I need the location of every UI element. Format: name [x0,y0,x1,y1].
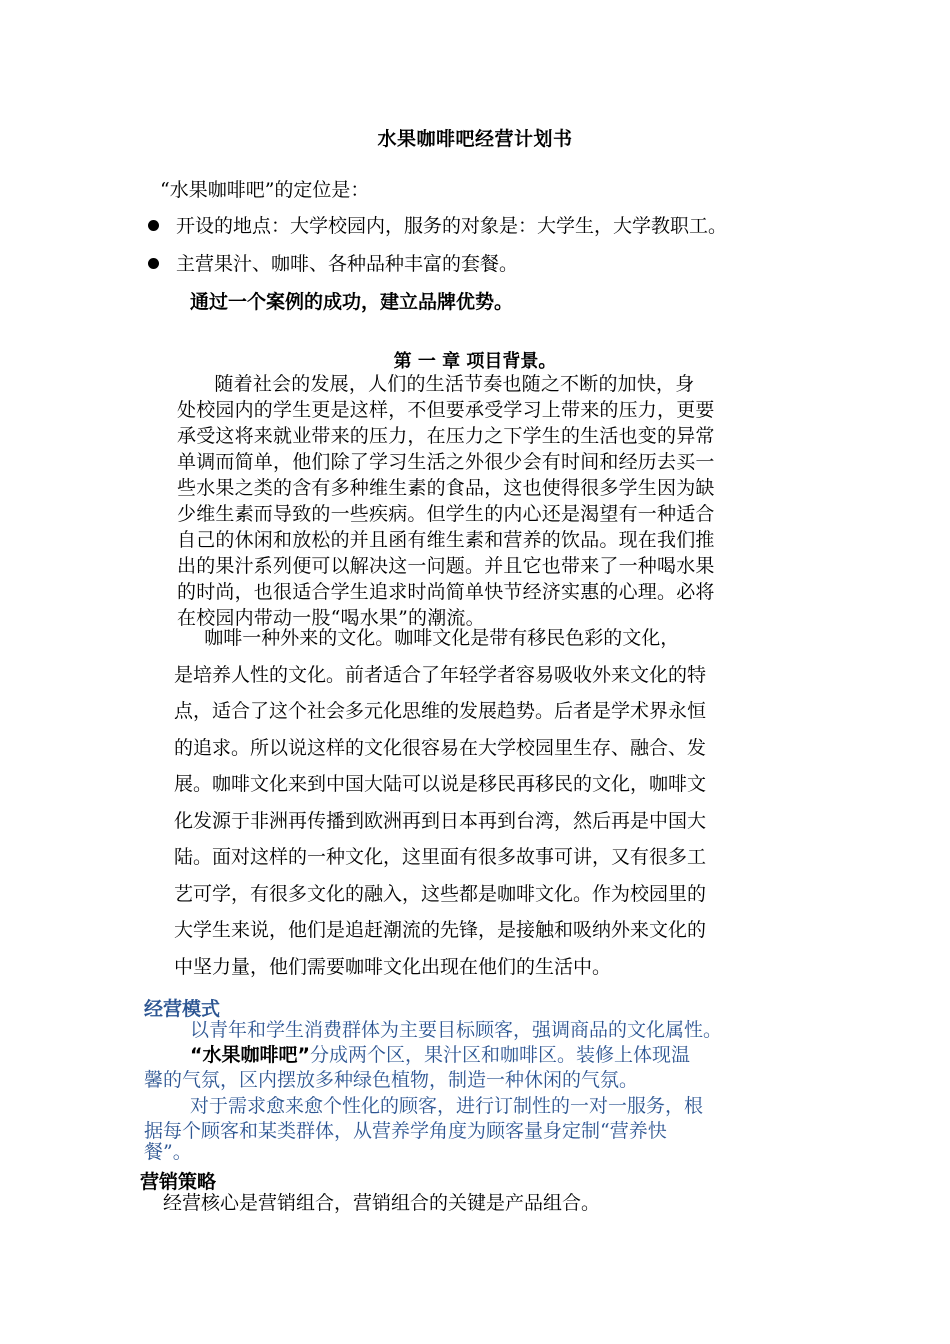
business-model-line: 馨的气氛，区内摆放多种绿色植物，制造一种休闲的气氛。 [144,1069,639,1091]
bullet-icon [148,258,159,269]
paragraph-line: 艺可学，有很多文化的融入，这些都是咖啡文化。作为校园里的 [174,882,707,905]
business-model-line [190,1043,690,1068]
business-model-line: 以青年和学生消费群体为主要目标顾客，强调商品的文化属性。 [190,1019,723,1041]
business-model-line: 对于需求愈来愈个性化的顾客，进行订制性的一对一服务，根 [190,1095,704,1117]
paragraph-line: 些水果之类的含有多种维生素的食品，这也使得很多学生因为缺 [177,477,715,499]
marketing-heading: 营销策略 [140,1171,217,1193]
paragraph-line: 陆。面对这样的一种文化，这里面有很多故事可讲，又有很多工 [174,846,707,868]
paragraph-line: 随着社会的发展，人们的生活节奏也随之不断的加快，身 [177,373,695,395]
paragraph-line: 承受这将来就业带来的压力，在压力之下学生的生活也变的异常 [177,425,715,447]
bullet-text: 开设的地点：大学校园内，服务的对象是：大学生，大学教职工。 [176,215,728,237]
business-model-line: 餐”。 [144,1141,192,1163]
brand-slogan: 通过一个案例的成功，建立品牌优势。 [190,291,514,313]
paragraph-line: 是培养人性的文化。前者适合了年轻学者容易吸收外来文化的特 [174,663,707,686]
bullet-item-products [148,249,518,276]
business-model-line: 据每个顾客和某类群体，从营养学角度为顾客量身定制“营养快 [144,1120,667,1142]
background-paragraph-coffee [174,620,814,985]
background-paragraph-fruit [177,371,809,631]
paragraph-line: 出的果汁系列便可以解决这一问题。并且它也带来了一种喝水果 [177,555,715,577]
paragraph-line: 在校园内带动一股“喝水果”的潮流。 [177,607,485,629]
bullet-text: 主营果汁、咖啡、各种品种丰富的套餐。 [176,253,519,275]
bullet-item-location [148,211,727,238]
paragraph-line: 处校园内的学生更是这样，不但要承受学习上带来的压力，更要 [177,399,715,421]
brand-name: “水果咖啡吧” [190,1044,310,1066]
paragraph-line: 单调而简单，他们除了学习生活之外很少会有时间和经历去买一 [177,451,715,473]
paragraph-line: 中坚力量，他们需要咖啡文化出现在他们的生活中。 [174,955,612,978]
paragraph-line: 咖啡一种外来的文化。咖啡文化是带有移民色彩的文化， [174,627,680,649]
marketing-line: 经营核心是营销组合，营销组合的关键是产品组合。 [163,1192,601,1214]
paragraph-line: 大学生来说，他们是追赶潮流的先锋，是接触和吸纳外来文化的 [174,919,707,941]
paragraph-line: 的时尚，也很适合学生追求时尚简单快节经济实惠的心理。必将 [177,581,715,603]
paragraph-line: 少维生素而导致的一些疾病。但学生的内心还是渴望有一种适合 [177,503,715,525]
paragraph-line: 自己的休闲和放松的并且函有维生素和营养的饮品。现在我们推 [177,529,715,551]
paragraph-line: 化发源于非洲再传播到欧洲再到日本再到台湾，然后再是中国大 [174,809,707,832]
paragraph-line: 点，适合了这个社会多元化思维的发展趋势。后者是学术界永恒 [174,700,707,722]
chapter-heading: 第 一 章 项目背景。 [393,351,557,372]
paragraph-line: 的追求。所以说这样的文化很容易在大学校园里生存、融合、发 [174,736,707,759]
positioning-intro: “水果咖啡吧”的定位是： [160,179,370,201]
paragraph-line: 展。咖啡文化来到中国大陆可以说是移民再移民的文化，咖啡文 [174,773,707,795]
bullet-icon [148,220,159,231]
document-title: 水果咖啡吧经营计划书 [377,128,573,150]
business-model-heading: 经营模式 [144,998,221,1020]
business-model-line-rest: 分成两个区，果汁区和咖啡区。装修上体现温 [309,1044,690,1066]
